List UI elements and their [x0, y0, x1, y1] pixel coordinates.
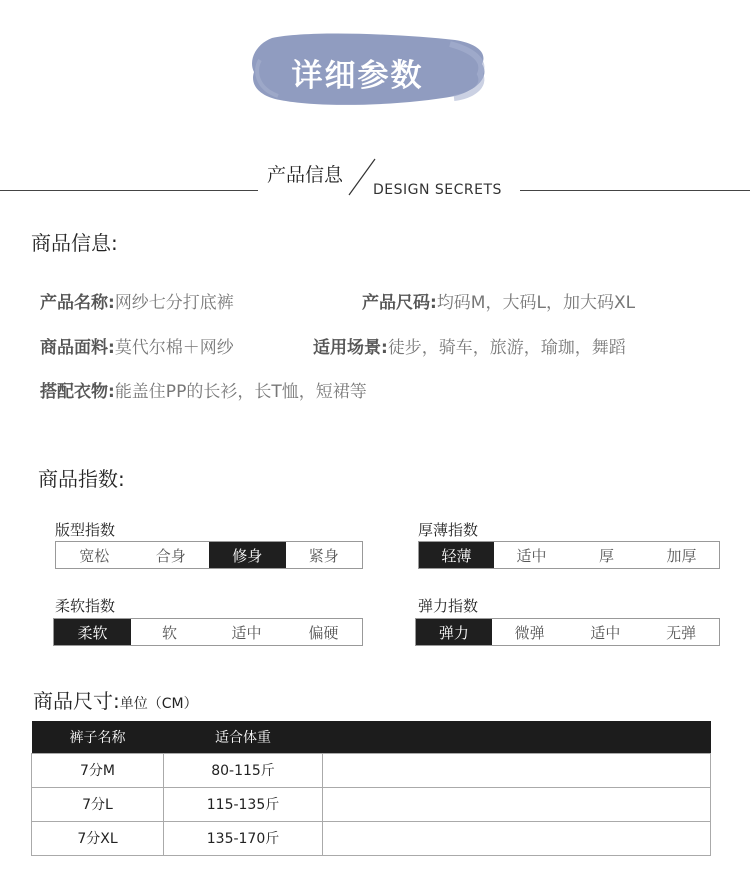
index-bar-softness — [53, 618, 363, 646]
column-header: 适合体重 — [164, 721, 323, 753]
table-row — [32, 821, 711, 855]
info-label: 适用场景: — [313, 338, 388, 358]
info-value: 网纱七分打底裤 — [114, 293, 234, 313]
index-option: 适中 — [516, 546, 547, 565]
column-header — [323, 721, 711, 753]
index-option: 宽松 — [79, 546, 110, 565]
index-bar-elasticity — [415, 618, 720, 646]
index-option: 微弹 — [514, 623, 545, 642]
index-option: 紧身 — [308, 546, 339, 565]
index-title: 弹力指数 — [418, 597, 479, 615]
index-option: 修身 — [209, 542, 286, 568]
table-cell: 115-135斤 — [164, 787, 323, 821]
table-cell: 7分L — [32, 787, 164, 821]
info-label: 产品尺码: — [362, 293, 437, 313]
column-header: 裤子名称 — [32, 721, 164, 753]
index-option: 弹力 — [416, 619, 492, 645]
info-item — [40, 288, 234, 313]
index-option: 轻薄 — [419, 542, 494, 568]
product-info-heading: 商品信息: — [31, 231, 118, 255]
index-bar-thickness — [418, 541, 720, 569]
info-item — [313, 333, 626, 358]
index-option: 软 — [161, 623, 177, 642]
info-item — [40, 377, 367, 402]
divider-subtitle: DESIGN SECRETS — [373, 182, 502, 198]
info-label: 搭配衣物: — [40, 382, 115, 402]
index-option: 加厚 — [666, 546, 697, 565]
info-value: 徒步，骑车，旅游，瑜珈，舞蹈 — [387, 338, 626, 358]
section-banner — [250, 30, 490, 110]
size-heading-text: 商品尺寸: — [33, 689, 120, 713]
info-label: 商品面料: — [40, 338, 115, 358]
info-value: 均码M，大码L，加大码XL — [436, 293, 636, 313]
index-title: 柔软指数 — [55, 597, 116, 615]
table-row — [32, 753, 711, 787]
info-item — [362, 288, 635, 313]
divider-title: 产品信息 — [267, 164, 344, 186]
info-value: 莫代尔棉＋网纱 — [114, 338, 234, 358]
table-cell: 7分XL — [32, 821, 164, 855]
index-option: 厚 — [598, 546, 614, 565]
table-row — [32, 787, 711, 821]
table-cell: 135-170斤 — [164, 821, 323, 855]
index-option: 柔软 — [54, 619, 131, 645]
index-option: 适中 — [590, 623, 621, 642]
table-cell — [323, 821, 711, 855]
index-option: 偏硬 — [308, 623, 339, 642]
divider-line-right — [520, 190, 750, 191]
table-cell: 7分M — [32, 753, 164, 787]
index-option: 适中 — [231, 623, 262, 642]
table-cell — [323, 787, 711, 821]
size-table — [31, 721, 711, 856]
divider-line-left — [0, 190, 258, 191]
table-cell: 80-115斤 — [164, 753, 323, 787]
banner-title: 详细参数 — [291, 58, 424, 94]
info-item — [40, 333, 234, 358]
info-value: 能盖住PP的长衫，长T恤，短裙等 — [114, 382, 367, 402]
index-title: 版型指数 — [55, 521, 116, 539]
size-table-header — [32, 721, 711, 753]
table-cell — [323, 753, 711, 787]
size-unit: 单位（CM） — [119, 696, 198, 712]
index-title: 厚薄指数 — [418, 521, 479, 539]
size-heading — [33, 685, 198, 714]
index-option: 合身 — [155, 546, 186, 565]
index-option: 无弹 — [666, 623, 697, 642]
info-label: 产品名称: — [40, 293, 115, 313]
indices-heading: 商品指数: — [38, 467, 125, 491]
index-bar-fit — [55, 541, 363, 569]
